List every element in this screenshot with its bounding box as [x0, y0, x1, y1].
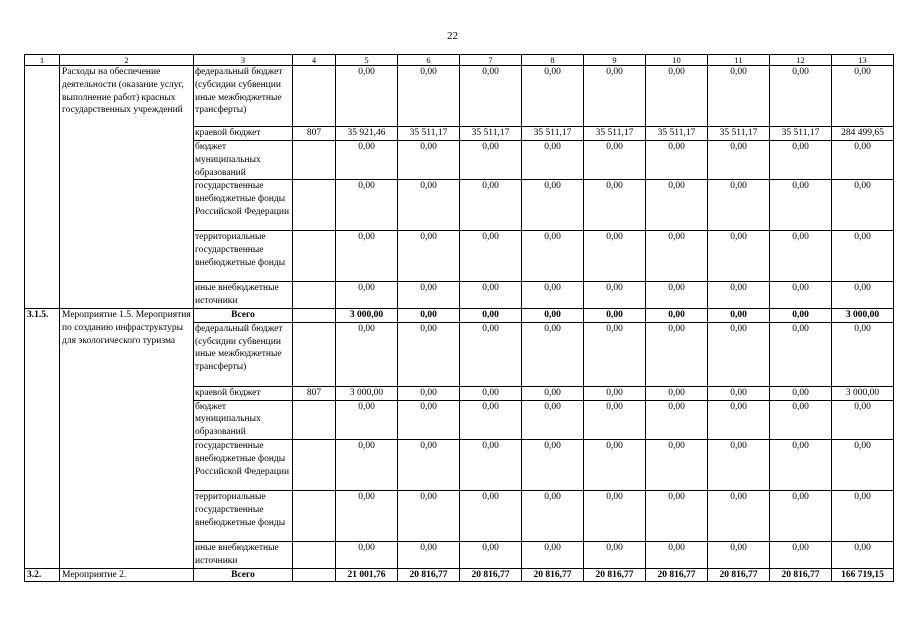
- amount-cell: 0,00: [522, 66, 584, 127]
- amount-cell: 0,00: [770, 386, 832, 400]
- funding-source: государственные внебюджетные фонды Российской Федерации: [194, 439, 293, 490]
- amount-cell: 0,00: [398, 541, 460, 568]
- amount-cell: 0,00: [522, 308, 584, 322]
- amount-cell: 0,00: [708, 308, 770, 322]
- amount-cell: 35 921,46: [336, 127, 398, 141]
- amount-cell: 0,00: [646, 308, 708, 322]
- amount-cell: 0,00: [460, 66, 522, 127]
- amount-cell: 0,00: [398, 180, 460, 231]
- budget-table: [24, 54, 894, 582]
- column-number-header: 9: [584, 55, 646, 66]
- amount-cell: 20 816,77: [646, 568, 708, 582]
- amount-cell: 0,00: [522, 141, 584, 180]
- item-index: 3.2.: [25, 568, 60, 582]
- amount-cell: 0,00: [708, 386, 770, 400]
- amount-cell: 0,00: [832, 180, 894, 231]
- amount-cell: 0,00: [584, 400, 646, 439]
- amount-cell: 0,00: [646, 231, 708, 282]
- funding-source: территориальные государственные внебюджетные фонды: [194, 490, 293, 541]
- amount-cell: 0,00: [708, 66, 770, 127]
- column-number-header: 11: [708, 55, 770, 66]
- budget-code: [293, 322, 336, 386]
- amount-cell: 0,00: [460, 308, 522, 322]
- amount-cell: 0,00: [398, 386, 460, 400]
- amount-cell: 0,00: [398, 66, 460, 127]
- funding-source: бюджет муниципальных образований: [194, 141, 293, 180]
- amount-cell: 0,00: [336, 541, 398, 568]
- amount-cell: 0,00: [832, 400, 894, 439]
- budget-code: [293, 439, 336, 490]
- amount-cell: 0,00: [646, 322, 708, 386]
- funding-source: бюджет муниципальных образований: [194, 400, 293, 439]
- amount-cell: 20 816,77: [708, 568, 770, 582]
- amount-cell: 0,00: [522, 439, 584, 490]
- amount-cell: 0,00: [584, 141, 646, 180]
- amount-cell: 0,00: [460, 180, 522, 231]
- amount-cell: 0,00: [460, 541, 522, 568]
- column-number-header: 8: [522, 55, 584, 66]
- amount-cell: 0,00: [584, 541, 646, 568]
- amount-cell: 0,00: [584, 66, 646, 127]
- funding-source: иные внебюджетные источники: [194, 282, 293, 309]
- amount-cell: 0,00: [770, 141, 832, 180]
- amount-cell: 0,00: [646, 141, 708, 180]
- amount-cell: 0,00: [522, 400, 584, 439]
- amount-cell: 0,00: [832, 439, 894, 490]
- amount-cell: 0,00: [336, 439, 398, 490]
- funding-source: краевой бюджет: [194, 386, 293, 400]
- amount-cell: 20 816,77: [522, 568, 584, 582]
- amount-cell: 0,00: [460, 231, 522, 282]
- amount-cell: 0,00: [708, 180, 770, 231]
- amount-cell: 0,00: [398, 322, 460, 386]
- amount-cell: 0,00: [708, 490, 770, 541]
- funding-source-row: [25, 66, 894, 127]
- amount-cell: 0,00: [460, 322, 522, 386]
- budget-code: [293, 308, 336, 322]
- column-number-header: 1: [25, 55, 60, 66]
- total-row: [25, 568, 894, 582]
- item-index: [25, 66, 60, 309]
- funding-source: федеральный бюджет (субсидии субвенции иные межбюджетные трансферты): [194, 322, 293, 386]
- column-number-header: 7: [460, 55, 522, 66]
- budget-code: [293, 66, 336, 127]
- amount-cell: 35 511,17: [522, 127, 584, 141]
- page-number: 22: [447, 30, 458, 42]
- amount-cell: 0,00: [336, 490, 398, 541]
- item-index: 3.1.5.: [25, 308, 60, 568]
- amount-cell: 0,00: [460, 386, 522, 400]
- amount-cell: 0,00: [646, 490, 708, 541]
- budget-code: [293, 231, 336, 282]
- amount-cell: 0,00: [646, 386, 708, 400]
- amount-cell: 284 499,65: [832, 127, 894, 141]
- budget-code: [293, 568, 336, 582]
- column-number-header: 4: [293, 55, 336, 66]
- amount-cell: 0,00: [398, 282, 460, 309]
- amount-cell: 0,00: [336, 66, 398, 127]
- budget-code: 807: [293, 127, 336, 141]
- budget-code: [293, 141, 336, 180]
- amount-cell: 0,00: [584, 386, 646, 400]
- amount-cell: 0,00: [522, 231, 584, 282]
- amount-cell: 0,00: [770, 282, 832, 309]
- amount-cell: 0,00: [770, 322, 832, 386]
- amount-cell: 0,00: [646, 66, 708, 127]
- amount-cell: 35 511,17: [770, 127, 832, 141]
- amount-cell: 0,00: [522, 490, 584, 541]
- column-number-header: 6: [398, 55, 460, 66]
- amount-cell: 0,00: [832, 541, 894, 568]
- amount-cell: 0,00: [584, 282, 646, 309]
- amount-cell: 0,00: [460, 141, 522, 180]
- amount-cell: 0,00: [398, 231, 460, 282]
- amount-cell: 0,00: [708, 541, 770, 568]
- amount-cell: 3 000,00: [336, 386, 398, 400]
- amount-cell: 0,00: [584, 439, 646, 490]
- amount-cell: 0,00: [770, 439, 832, 490]
- total-label: Всего: [194, 308, 293, 322]
- amount-cell: 0,00: [770, 66, 832, 127]
- amount-cell: 0,00: [522, 386, 584, 400]
- column-number-header: 10: [646, 55, 708, 66]
- amount-cell: 0,00: [708, 282, 770, 309]
- budget-code: [293, 180, 336, 231]
- column-number-header: 3: [194, 55, 293, 66]
- amount-cell: 0,00: [584, 180, 646, 231]
- column-number-header: 12: [770, 55, 832, 66]
- amount-cell: 35 511,17: [708, 127, 770, 141]
- amount-cell: 0,00: [646, 541, 708, 568]
- amount-cell: 3 000,00: [832, 386, 894, 400]
- amount-cell: 0,00: [336, 400, 398, 439]
- amount-cell: 0,00: [770, 400, 832, 439]
- amount-cell: 0,00: [336, 322, 398, 386]
- amount-cell: 0,00: [522, 322, 584, 386]
- amount-cell: 35 511,17: [398, 127, 460, 141]
- item-name: Мероприятие 1.5. Мероприятия по созданию инфраструктуры для экологического туризма: [60, 308, 194, 568]
- amount-cell: 0,00: [460, 400, 522, 439]
- amount-cell: 3 000,00: [336, 308, 398, 322]
- total-row: [25, 308, 894, 322]
- amount-cell: 0,00: [522, 541, 584, 568]
- budget-code: [293, 400, 336, 439]
- amount-cell: 20 816,77: [460, 568, 522, 582]
- amount-cell: 0,00: [832, 66, 894, 127]
- budget-code: [293, 541, 336, 568]
- funding-source: территориальные государственные внебюджетные фонды: [194, 231, 293, 282]
- funding-source: краевой бюджет: [194, 127, 293, 141]
- amount-cell: 0,00: [708, 322, 770, 386]
- amount-cell: 0,00: [646, 282, 708, 309]
- budget-code: [293, 490, 336, 541]
- amount-cell: 35 511,17: [584, 127, 646, 141]
- amount-cell: 166 719,15: [832, 568, 894, 582]
- amount-cell: 0,00: [770, 180, 832, 231]
- amount-cell: 0,00: [584, 308, 646, 322]
- amount-cell: 0,00: [522, 282, 584, 309]
- amount-cell: 20 816,77: [398, 568, 460, 582]
- amount-cell: 0,00: [584, 490, 646, 541]
- item-name: Мероприятие 2.: [60, 568, 194, 582]
- funding-source: государственные внебюджетные фонды Российской Федерации: [194, 180, 293, 231]
- amount-cell: 0,00: [584, 322, 646, 386]
- amount-cell: 0,00: [832, 231, 894, 282]
- amount-cell: 0,00: [832, 322, 894, 386]
- amount-cell: 0,00: [398, 490, 460, 541]
- amount-cell: 0,00: [398, 439, 460, 490]
- funding-source: иные внебюджетные источники: [194, 541, 293, 568]
- amount-cell: 0,00: [584, 231, 646, 282]
- item-name: Расходы на обеспечение деятельности (оказание услуг, выполнение работ) красных государственных учреждений: [60, 66, 194, 309]
- amount-cell: 20 816,77: [770, 568, 832, 582]
- amount-cell: 0,00: [646, 180, 708, 231]
- column-number-row: [25, 55, 894, 66]
- amount-cell: 0,00: [708, 439, 770, 490]
- amount-cell: 0,00: [646, 439, 708, 490]
- amount-cell: 0,00: [336, 141, 398, 180]
- amount-cell: 21 001,76: [336, 568, 398, 582]
- amount-cell: 0,00: [708, 400, 770, 439]
- amount-cell: 0,00: [770, 231, 832, 282]
- amount-cell: 0,00: [770, 308, 832, 322]
- total-label: Всего: [194, 568, 293, 582]
- amount-cell: 0,00: [770, 541, 832, 568]
- amount-cell: 0,00: [336, 231, 398, 282]
- amount-cell: 0,00: [832, 282, 894, 309]
- amount-cell: 3 000,00: [832, 308, 894, 322]
- amount-cell: 0,00: [708, 231, 770, 282]
- column-number-header: 5: [336, 55, 398, 66]
- column-number-header: 2: [60, 55, 194, 66]
- amount-cell: 0,00: [832, 490, 894, 541]
- amount-cell: 0,00: [646, 400, 708, 439]
- amount-cell: 0,00: [460, 490, 522, 541]
- budget-code: 807: [293, 386, 336, 400]
- funding-source: федеральный бюджет (субсидии субвенции иные межбюджетные трансферты): [194, 66, 293, 127]
- budget-code: [293, 282, 336, 309]
- amount-cell: 0,00: [770, 490, 832, 541]
- amount-cell: 35 511,17: [646, 127, 708, 141]
- amount-cell: 0,00: [398, 400, 460, 439]
- amount-cell: 0,00: [832, 141, 894, 180]
- amount-cell: 0,00: [336, 282, 398, 309]
- amount-cell: 0,00: [336, 180, 398, 231]
- amount-cell: 0,00: [460, 439, 522, 490]
- amount-cell: 35 511,17: [460, 127, 522, 141]
- amount-cell: 0,00: [522, 180, 584, 231]
- column-number-header: 13: [832, 55, 894, 66]
- amount-cell: 0,00: [398, 308, 460, 322]
- amount-cell: 0,00: [708, 141, 770, 180]
- amount-cell: 0,00: [398, 141, 460, 180]
- amount-cell: 20 816,77: [584, 568, 646, 582]
- amount-cell: 0,00: [460, 282, 522, 309]
